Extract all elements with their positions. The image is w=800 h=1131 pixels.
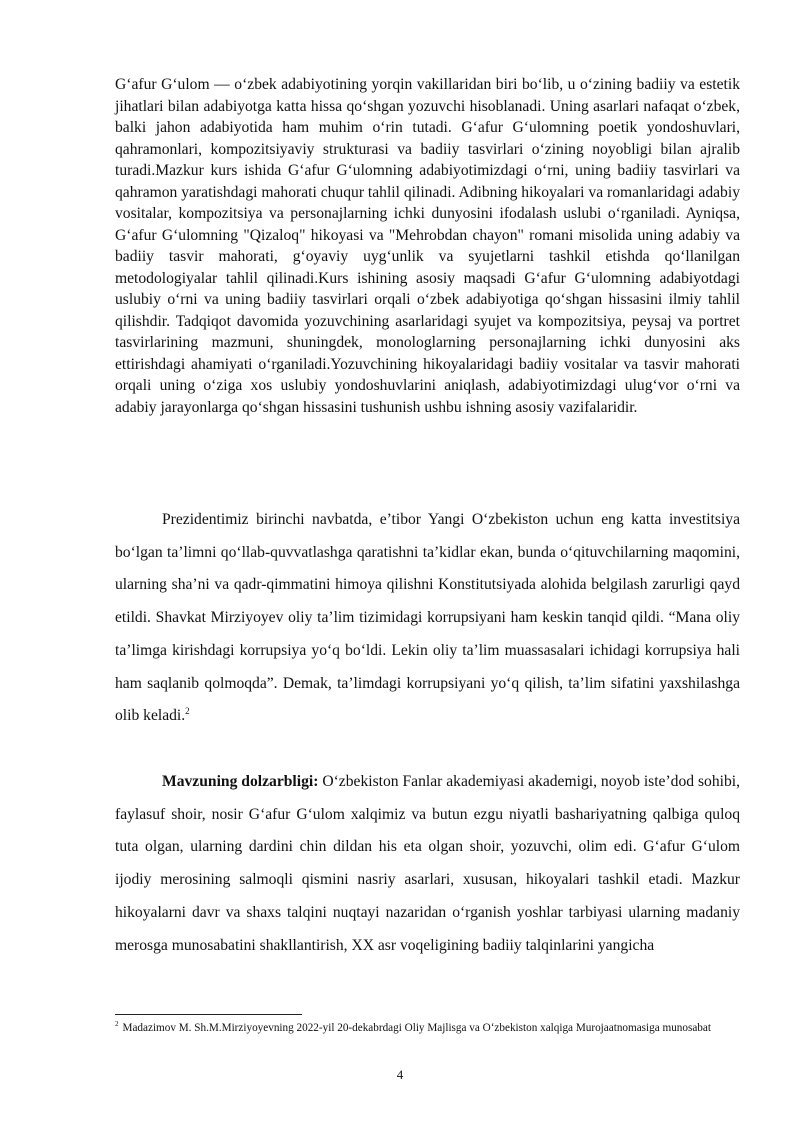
relevance-heading: Mavzuning dolzarbligi: xyxy=(162,773,319,790)
president-paragraph-text: Prezidentimiz birinchi navbatda, e’tibor Yangi O‘zbekiston uchun eng katta investitsiya bo‘lgan ta’limni qo‘llab-quvvatlashga qaratishni ta’kidlar ekan, bunda o‘qituvchilarning maqomini, ularning sha’ni va qadr-qimmatini himoya qilishni Konstitutsiyada alohida belgilash zarurligi qayd etildi. Shavkat Mirziyoyev oliy ta’lim tizimidagi korrupsiyani ham keskin tanqid qildi. “Mana oliy ta’limga kirishdagi korrupsiya yo‘q bo‘ldi. Lekin oliy ta’lim muassasalari ichidagi korrupsiya hali ham saqlanib qolmoqda”. Demak, ta’limdagi korrupsiyani yo‘q qilish, ta’lim sifatini yaxshilashga olib keladi. xyxy=(115,511,740,725)
footnote-number: 2 xyxy=(115,1020,119,1029)
footnote-divider xyxy=(115,1014,302,1015)
president-paragraph xyxy=(115,504,740,733)
page-number: 4 xyxy=(396,1067,404,1082)
footnote-text: Madazimov M. Sh.M.Mirziyoyevning 2022-yil 20-dekabrdagi Oliy Majlisga va O‘zbekiston xalqiga Murojaatnomasiga munosabat xyxy=(122,1022,711,1034)
footnote xyxy=(115,1021,740,1037)
intro-paragraph: G‘afur G‘ulom — o‘zbek adabiyotining yorqin vakillaridan biri bo‘lib, u o‘zining badiiy va estetik jihatlari bilan adabiyotga katta hissa qo‘shgan yozuvchi hisoblanadi. Uning asarlari nafaqat o‘zbek, balki jahon adabiyotida ham muhim o‘rin tutadi. G‘afur G‘ulomning poetik yondoshuvlari, qahramonlari, kompozitsiyaviy strukturasi va badiiy tasvirlari o‘zining noyobligi bilan ajralib turadi.Mazkur kurs ishida G‘afur G‘ulomning adabiyotimizdagi o‘rni, uning badiiy tasvirlari va qahramon yaratishdagi mahorati chuqur tahlil qilinadi. Adibning hikoyalari va romanlaridagi adabiy vositalar, kompozitsiya va personajlarning ichki dunyosini ifodalash uslubi o‘rganiladi. Ayniqsa, G‘afur G‘ulomning "Qizaloq" hikoyasi va "Mehrobdan chayon" romani misolida uning adabiy va badiiy tasvir mahorati, g‘oyaviy uyg‘unlik va syujetlarni tashkil etishda qo‘llanilgan metodologiyalar tahlil qilinadi.Kurs ishining asosiy maqsadi G‘afur G‘ulomning adabiyotdagi uslubiy o‘rni va uning badiiy tasvirlari orqali o‘zbek adabiyotiga qo‘shgan hissasini ilmiy tahlil qilishdir. Tadqiqot davomida yozuvchining asarlaridagi syujet va kompozitsiya, peysaj va portret tasvirlarining mazmuni, shuningdek, monologlarning personajlarning ichki dunyosini aks ettirishdagi ahamiyati o‘rganiladi.Yozuvchining hikoyalaridagi badiiy vositalar va tasvir mahorati orqali uning o‘ziga xos uslubiy yondoshuvlarini aniqlash, adabiyotimizdagi ulug‘vor o‘rni va adabiy jarayonlarga qo‘shgan hissasini tushunish ushbu ishning asosiy vazifalaridir. xyxy=(115,76,740,416)
footnote-reference[interactable]: 2 xyxy=(185,706,190,717)
relevance-paragraph xyxy=(115,766,740,962)
relevance-text: O‘zbekiston Fanlar akademiyasi akademigi, noyob iste’dod sohibi, faylasuf shoir, nosir G‘afur G‘ulom xalqimiz va butun ezgu niyatli bashariyatning qalbiga quloq tuta olgan, ularning dardini chin dildan his eta olgan shoir, yozuvchi, olim edi. G‘afur G‘ulom ijodiy merosining salmoqli qismini nasriy asarlari, xususan, hikoyalari tashkil etadi. Mazkur hikoyalarni davr va shaxs talqini nuqtayi nazaridan o‘rganish yoshlar tarbiyasi ularning madaniy merosga munosabatini shakllantirish, XX asr voqeligining badiiy talqinlarini yangicha xyxy=(115,773,741,954)
